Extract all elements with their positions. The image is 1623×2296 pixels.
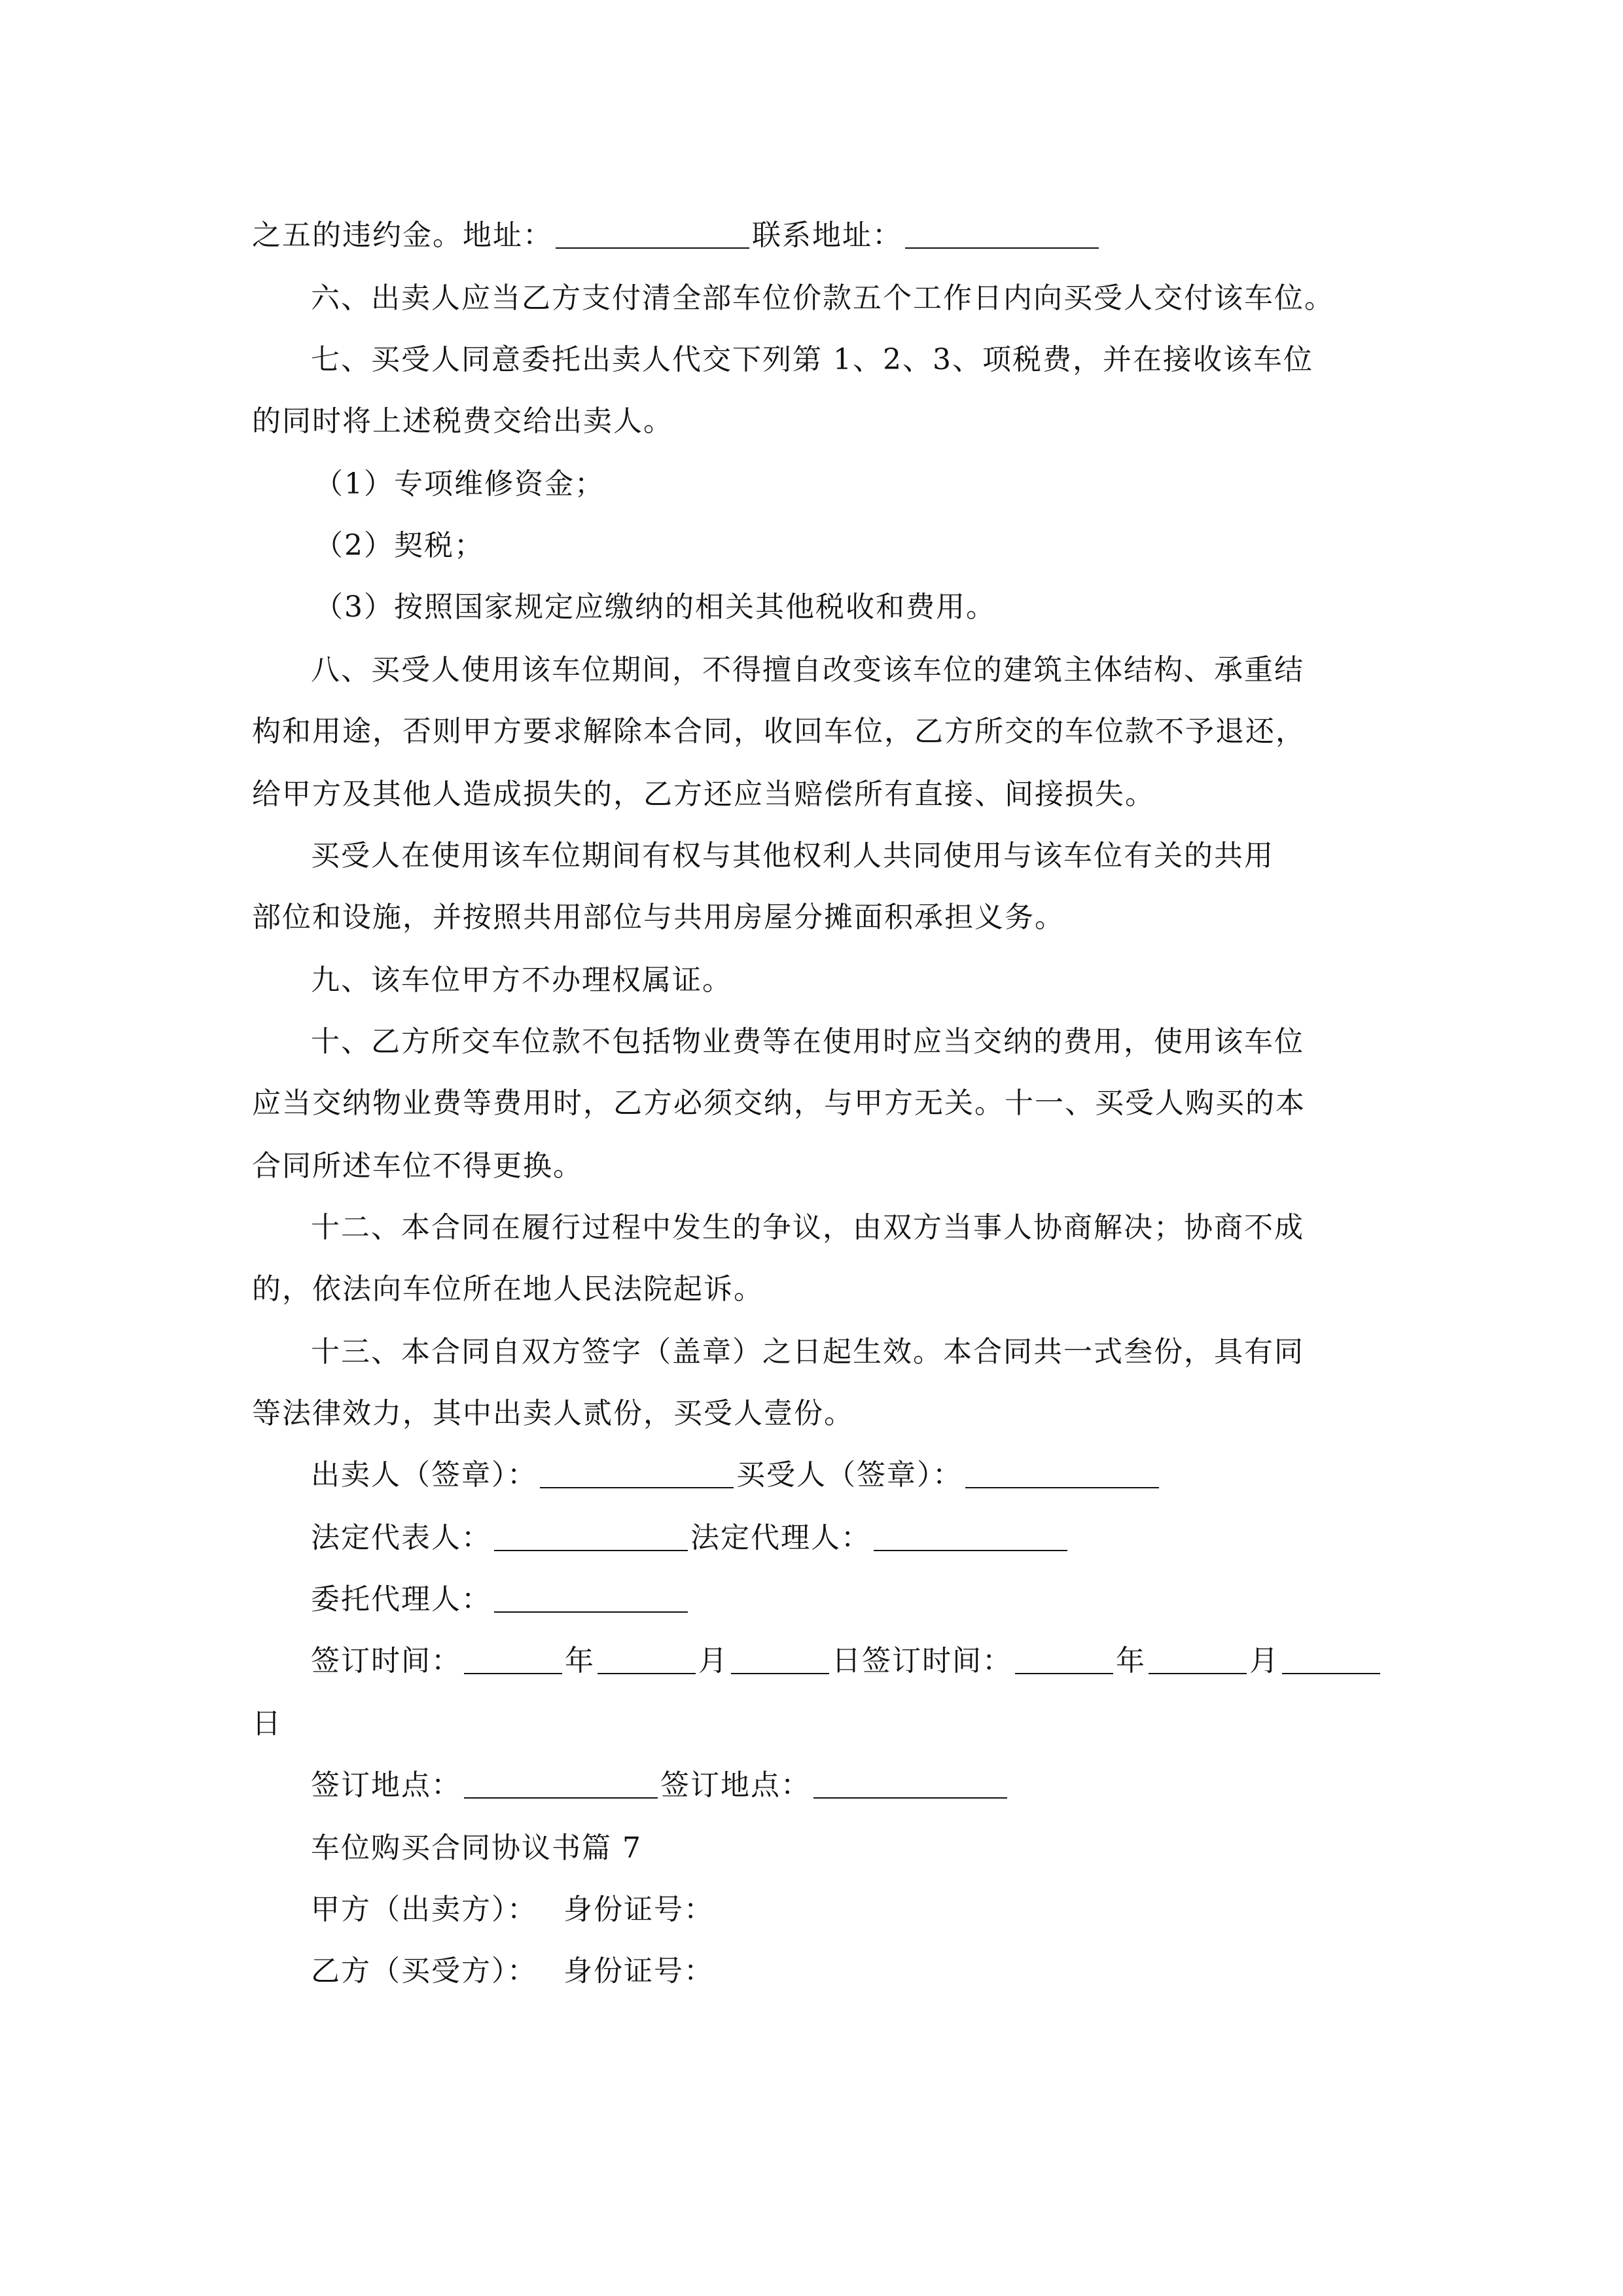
signature-line [311,1520,1463,1556]
label-address: 之五的违约金。地址： [252,219,553,252]
signature-line [311,1581,1463,1618]
signature-line [311,1457,1463,1494]
blank-field [464,1647,562,1674]
blank-field [556,221,749,249]
label-month: 月 [1249,1644,1279,1677]
text-line: 合同所述车位不得更换。 [252,1149,583,1183]
label-id-number: 身份证号： [563,1893,714,1926]
party-line [311,1892,1463,1928]
text-line: 九、该车位甲方不办理权属证。 [311,963,732,997]
blank-field [1015,1647,1113,1674]
label-day-sign-date: 日签订时间： [832,1644,1012,1677]
text-line: 给甲方及其他人造成损失的，乙方还应当赔偿所有直接、间接损失。 [252,778,1155,811]
label-year: 年 [565,1644,595,1677]
label-year: 年 [1116,1644,1146,1677]
blank-field [1149,1647,1247,1674]
label-month: 月 [698,1644,728,1677]
label-entrusted-agent: 委托代理人： [311,1583,491,1616]
section-title: 车位购买合同协议书篇 7 [311,1831,642,1865]
date-line [311,1643,1463,1679]
blank-field [874,1524,1067,1551]
text-line: 应当交纳物业费等费用时，乙方必须交纳，与甲方无关。十一、买受人购买的本 [252,1086,1306,1120]
text-line: 日 [252,1707,282,1740]
label-seller-seal: 出卖人（签章）： [311,1458,537,1492]
list-item: （1）专项维修资金； [314,467,605,501]
label-sign-place: 签订地点： [660,1768,811,1802]
label-party-a: 甲方（出卖方）： [311,1893,537,1926]
label-contact-address: 联系地址： [752,219,902,252]
blank-field [494,1585,688,1613]
label-legal-agent: 法定代理人： [690,1521,871,1554]
text-line: 构和用途，否则甲方要求解除本合同，收回车位，乙方所交的车位款不予退还， [252,715,1306,748]
text-line [252,217,1404,254]
blank-field [597,1647,696,1674]
label-buyer-seal: 买受人（签章）： [736,1458,963,1492]
text-line: 等法律效力，其中出卖人贰份，买受人壹份。 [252,1397,854,1430]
party-line [311,1953,1463,1990]
blank-field [494,1524,688,1551]
blank-field [540,1461,734,1488]
signature-line [311,1767,1463,1804]
blank-field [965,1461,1159,1488]
label-party-b: 乙方（买受方）： [311,1954,537,1988]
text-line: 的同时将上述税费交给出卖人。 [252,404,673,438]
text-line: 八、买受人使用该车位期间，不得擅自改变该车位的建筑主体结构、承重结 [311,653,1304,687]
blank-field [905,221,1099,249]
blank-field [1282,1647,1380,1674]
label-sign-place: 签订地点： [311,1768,461,1802]
text-line: 的，依法向车位所在地人民法院起诉。 [252,1272,764,1306]
text-line: 七、买受人同意委托出卖人代交下列第 1、2、3、项税费，并在接收该车位 [311,343,1313,376]
label-legal-rep: 法定代表人： [311,1521,491,1554]
blank-field [813,1771,1007,1799]
blank-field [731,1647,829,1674]
text-line: 部位和设施，并按照共用部位与共用房屋分摊面积承担义务。 [252,901,1065,934]
blank-field [464,1771,658,1799]
label-sign-date: 签订时间： [311,1644,461,1677]
list-item: （3）按照国家规定应缴纳的相关其他税收和费用。 [314,590,996,624]
text-line: 十、乙方所交车位款不包括物业费等在使用时应当交纳的费用，使用该车位 [311,1025,1304,1058]
label-id-number: 身份证号： [563,1954,714,1988]
text-line: 十二、本合同在履行过程中发生的争议，由双方当事人协商解决；协商不成 [311,1211,1304,1244]
text-line: 买受人在使用该车位期间有权与其他权利人共同使用与该车位有关的共用 [311,839,1274,872]
text-line: 十三、本合同自双方签字（盖章）之日起生效。本合同共一式叁份，具有同 [311,1335,1304,1369]
text-line: 六、出卖人应当乙方支付清全部车位价款五个工作日内向买受人交付该车位。 [311,281,1334,315]
list-item: （2）契税； [314,529,484,562]
